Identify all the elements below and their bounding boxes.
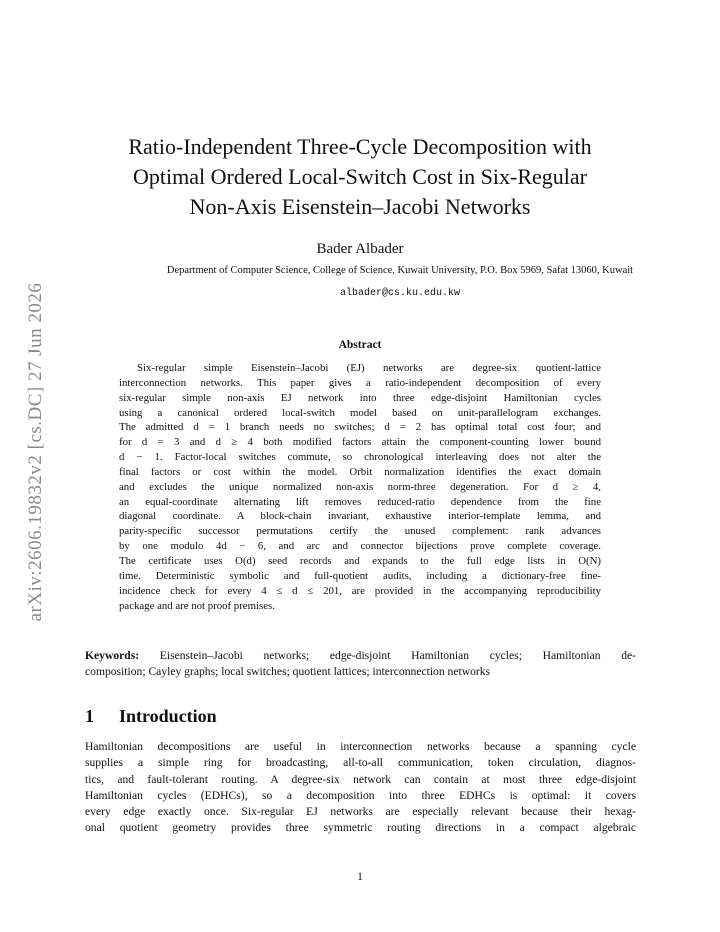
title-line: Non-Axis Eisenstein–Jacobi Networks xyxy=(189,194,531,219)
abstract-line: The admitted d = 1 branch needs no switches; d = 2 has optimal total cost four; and xyxy=(119,421,601,434)
abstract-line: The certificate uses O(d) seed records and expands to the full edge lists in O(N) xyxy=(119,554,601,567)
section-heading xyxy=(85,706,217,727)
author-email: albader@cs.ku.edu.kw xyxy=(339,288,461,299)
abstract-line: Six-regular simple Eisenstein–Jacobi (EJ) networks are degree-six quotient-lattice xyxy=(137,362,601,374)
abstract-line: six-regular simple non-axis EJ network into three edge-disjoint Hamiltonian cycles xyxy=(119,391,601,404)
arxiv-identifier-stamp: arXiv:2606.19832v2 [cs.DC] 27 Jun 2026 xyxy=(25,282,46,622)
paper-title xyxy=(80,132,640,222)
title-line: Optimal Ordered Local-Switch Cost in Six-Regular xyxy=(133,164,587,189)
body-line: tics, and fault-tolerant routing. A degree-six network can contain at most three edge-disjoint xyxy=(85,772,636,786)
abstract-line: parity-specific successor permutations certify the unused complement: rank advances xyxy=(119,525,601,538)
abstract-line: final factors or cost within the model. Orbit normalization identifies the exact domain xyxy=(119,465,601,478)
body-line: Hamiltonian cycles (EDHCs), so a decomposition into three EDHCs is optimal: it covers xyxy=(85,788,636,802)
author-name: Bader Albader xyxy=(316,241,404,257)
abstract-line: d − 1. Factor-local switches commute, so chronological interleaving does not alter the xyxy=(119,451,601,464)
author-affiliation: Department of Computer Science, College of Science, Kuwait University, P.O. Box 5969, Safat 13060, Kuwait xyxy=(166,265,634,276)
introduction-paragraph xyxy=(85,739,636,837)
body-line: supplies a simple ring for broadcasting, all-to-all communication, token circulation, diagnos- xyxy=(85,756,636,770)
abstract-body xyxy=(119,361,601,613)
keywords-line xyxy=(85,648,636,664)
abstract-line: by one modulo 4d − 6, and arc and connector bijections prove complete coverage. xyxy=(119,540,601,553)
body-line: Hamiltonian decompositions are useful in interconnection networks because a spanning cycle xyxy=(85,740,636,753)
keywords-text: Eisenstein–Jacobi networks; edge-disjoint Hamiltonian cycles; Hamiltonian de- xyxy=(159,649,636,662)
body-line: onal quotient geometry provides three symmetric routing directions in a compact algebraic xyxy=(85,821,636,835)
abstract-line: an equal-coordinate alternating lift removes reduced-ratio dependence from the fine xyxy=(119,495,601,508)
abstract-line: using a canonical ordered local-switch model based on unit-parallelogram exchanges. xyxy=(119,406,601,419)
page-number: 1 xyxy=(357,871,363,883)
keywords-label: Keywords: xyxy=(85,649,140,662)
abstract-line: time. Deterministic symbolic and full-quotient audits, including a dictionary-free fine- xyxy=(119,569,601,582)
abstract-line: incidence check for every 4 ≤ d ≤ 201, are provided in the accompanying reproducibility xyxy=(119,584,601,597)
keywords-line: composition; Cayley graphs; local switches; quotient lattices; interconnection networks xyxy=(85,665,491,678)
keywords xyxy=(85,648,636,680)
abstract-line: package and are not proof premises. xyxy=(119,599,275,612)
abstract-line: interconnection networks. This paper gives a ratio-independent decomposition of every xyxy=(119,376,601,389)
section-title: Introduction xyxy=(119,706,217,726)
abstract-line: for d = 3 and d ≥ 4 both modified factors attain the component-counting lower bound xyxy=(119,436,601,449)
abstract-line: and excludes the unique normalized non-axis norm-three degeneration. For d ≥ 4, xyxy=(119,480,601,493)
abstract-line: diagonal coordinate. A block-chain invariant, exhaustive interior-template lemma, and xyxy=(119,510,601,523)
title-line: Ratio-Independent Three-Cycle Decomposition with xyxy=(128,134,592,159)
section-number: 1 xyxy=(85,706,94,726)
abstract-heading: Abstract xyxy=(338,339,382,351)
body-line: every edge exactly once. Six-regular EJ networks are especially relevant because their hexag- xyxy=(85,805,636,819)
